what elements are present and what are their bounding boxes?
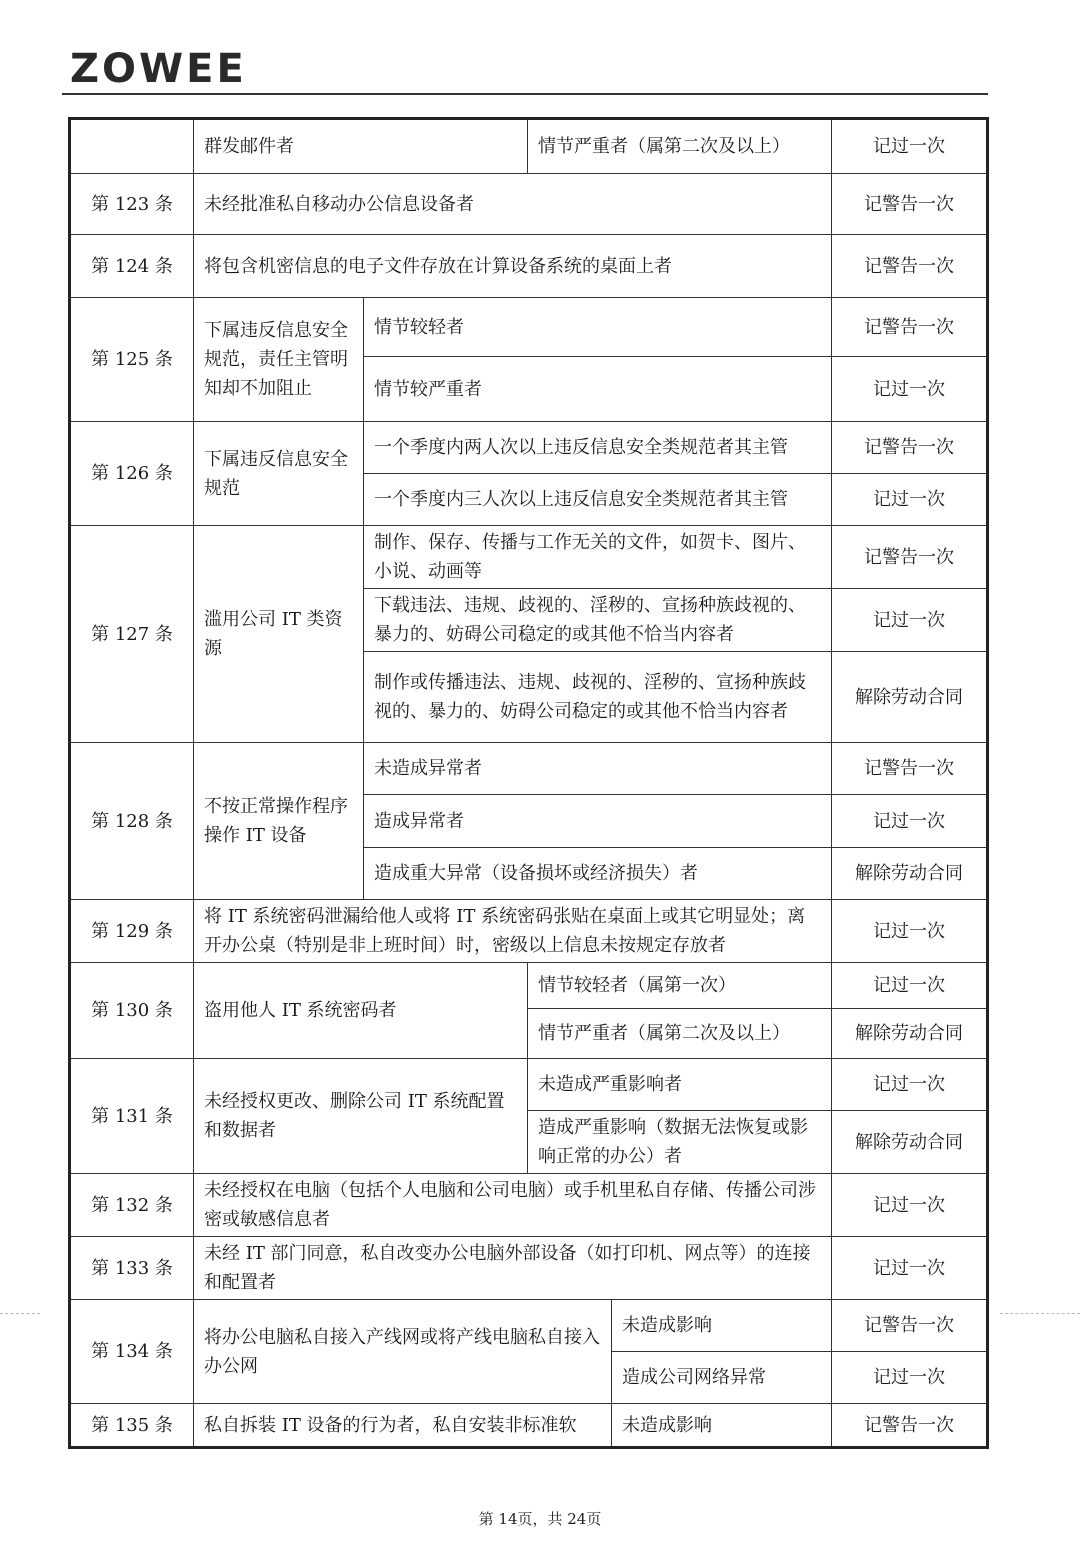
description-cell: 群发邮件者: [194, 119, 528, 174]
table-row: [70, 1174, 988, 1237]
description-cell: 未经授权更改、删除公司 IT 系统配置和数据者: [194, 1059, 528, 1174]
scan-artifact-right: [1000, 1313, 1080, 1314]
penalty-cell: 记警告一次: [832, 422, 988, 474]
subcondition-cell: 未造成影响: [612, 1300, 832, 1352]
subcondition-cell: 制作、保存、传播与工作无关的文件，如贺卡、图片、小说、动画等: [364, 526, 832, 589]
table-row: [70, 1300, 988, 1352]
subcondition-cell: 造成公司网络异常: [612, 1352, 832, 1404]
description-cell: 私自拆装 IT 设备的行为者，私自安装非标准软: [194, 1404, 612, 1448]
penalty-cell: 解除劳动合同: [832, 1111, 988, 1174]
company-logo: ZOWEE: [70, 46, 247, 92]
subcondition-cell: 制作或传播违法、违规、歧视的、淫秽的、宣扬种族歧视的、暴力的、妨碍公司稳定的或其他不恰当内容者: [364, 652, 832, 743]
table-row: [70, 1404, 988, 1448]
penalty-cell: 记过一次: [832, 357, 988, 422]
subcondition-cell: 情节较轻者（属第一次）: [528, 963, 832, 1009]
description-cell: 未经批准私自移动办公信息设备者: [194, 174, 832, 235]
subcondition-cell: 未造成影响: [612, 1404, 832, 1448]
table-row: [70, 174, 988, 235]
discipline-rules-table: [68, 117, 989, 1449]
article-number: 第 126 条: [70, 422, 194, 526]
table-row: [70, 900, 988, 963]
penalty-cell: 记警告一次: [832, 235, 988, 298]
subcondition-cell: 情节严重者（属第二次及以上）: [528, 119, 832, 174]
penalty-cell: 记过一次: [832, 474, 988, 526]
penalty-cell: 记过一次: [832, 900, 988, 963]
article-number: 第 130 条: [70, 963, 194, 1059]
description-cell: 将 IT 系统密码泄漏给他人或将 IT 系统密码张贴在桌面上或其它明显处；离开办公桌（特别是非上班时间）时，密级以上信息未按规定存放者: [194, 900, 832, 963]
table-row: [70, 119, 988, 174]
table-row: [70, 526, 988, 589]
subcondition-cell: 未造成严重影响者: [528, 1059, 832, 1111]
description-cell: 不按正常操作程序操作 IT 设备: [194, 743, 364, 900]
subcondition-cell: 情节较严重者: [364, 357, 832, 422]
scan-artifact-left: [0, 1313, 40, 1314]
penalty-cell: 记警告一次: [832, 1404, 988, 1448]
subcondition-cell: 造成重大异常（设备损坏或经济损失）者: [364, 848, 832, 900]
penalty-cell: 记过一次: [832, 1237, 988, 1300]
article-number: 第 123 条: [70, 174, 194, 235]
article-number: 第 129 条: [70, 900, 194, 963]
penalty-cell: 解除劳动合同: [832, 1009, 988, 1059]
subcondition-cell: 情节严重者（属第二次及以上）: [528, 1009, 832, 1059]
article-number: 第 131 条: [70, 1059, 194, 1174]
subcondition-cell: 情节较轻者: [364, 298, 832, 357]
table-row: [70, 1237, 988, 1300]
table-row: [70, 422, 988, 474]
subcondition-cell: 造成严重影响（数据无法恢复或影响正常的办公）者: [528, 1111, 832, 1174]
table-row: [70, 963, 988, 1009]
penalty-cell: 解除劳动合同: [832, 652, 988, 743]
article-cell: [70, 119, 194, 174]
article-number: 第 134 条: [70, 1300, 194, 1404]
description-cell: 盗用他人 IT 系统密码者: [194, 963, 528, 1059]
description-cell: 下属违反信息安全规范: [194, 422, 364, 526]
table-row: [70, 743, 988, 795]
table-row: [70, 1059, 988, 1111]
description-cell: 将包含机密信息的电子文件存放在计算设备系统的桌面上者: [194, 235, 832, 298]
penalty-cell: 记警告一次: [832, 526, 988, 589]
article-number: 第 135 条: [70, 1404, 194, 1448]
penalty-cell: 记过一次: [832, 795, 988, 848]
subcondition-cell: 未造成异常者: [364, 743, 832, 795]
penalty-cell: 记警告一次: [832, 1300, 988, 1352]
header-divider: [62, 93, 988, 95]
page-number: 第 14页，共 24页: [478, 1510, 602, 1528]
description-cell: 滥用公司 IT 类资源: [194, 526, 364, 743]
table-row: [70, 298, 988, 357]
description-cell: 未经授权在电脑（包括个人电脑和公司电脑）或手机里私自存储、传播公司涉密或敏感信息者: [194, 1174, 832, 1237]
article-number: 第 132 条: [70, 1174, 194, 1237]
subcondition-cell: 一个季度内两人次以上违反信息安全类规范者其主管: [364, 422, 832, 474]
penalty-cell: 记警告一次: [832, 174, 988, 235]
penalty-cell: 记过一次: [832, 963, 988, 1009]
description-cell: 下属违反信息安全规范，责任主管明知却不加阻止: [194, 298, 364, 422]
subcondition-cell: 一个季度内三人次以上违反信息安全类规范者其主管: [364, 474, 832, 526]
description-cell: 将办公电脑私自接入产线网或将产线电脑私自接入办公网: [194, 1300, 612, 1404]
penalty-cell: 解除劳动合同: [832, 848, 988, 900]
penalty-cell: 记过一次: [832, 589, 988, 652]
penalty-cell: 记过一次: [832, 119, 988, 174]
penalty-cell: 记警告一次: [832, 743, 988, 795]
article-number: 第 124 条: [70, 235, 194, 298]
penalty-cell: 记过一次: [832, 1174, 988, 1237]
article-number: 第 127 条: [70, 526, 194, 743]
penalty-cell: 记过一次: [832, 1059, 988, 1111]
subcondition-cell: 造成异常者: [364, 795, 832, 848]
subcondition-cell: 下载违法、违规、歧视的、淫秽的、宣扬种族歧视的、暴力的、妨碍公司稳定的或其他不恰当内容者: [364, 589, 832, 652]
article-number: 第 133 条: [70, 1237, 194, 1300]
penalty-cell: 记警告一次: [832, 298, 988, 357]
article-number: 第 125 条: [70, 298, 194, 422]
penalty-cell: 记过一次: [832, 1352, 988, 1404]
table-row: [70, 235, 988, 298]
article-number: 第 128 条: [70, 743, 194, 900]
description-cell: 未经 IT 部门同意，私自改变办公电脑外部设备（如打印机、网点等）的连接和配置者: [194, 1237, 832, 1300]
